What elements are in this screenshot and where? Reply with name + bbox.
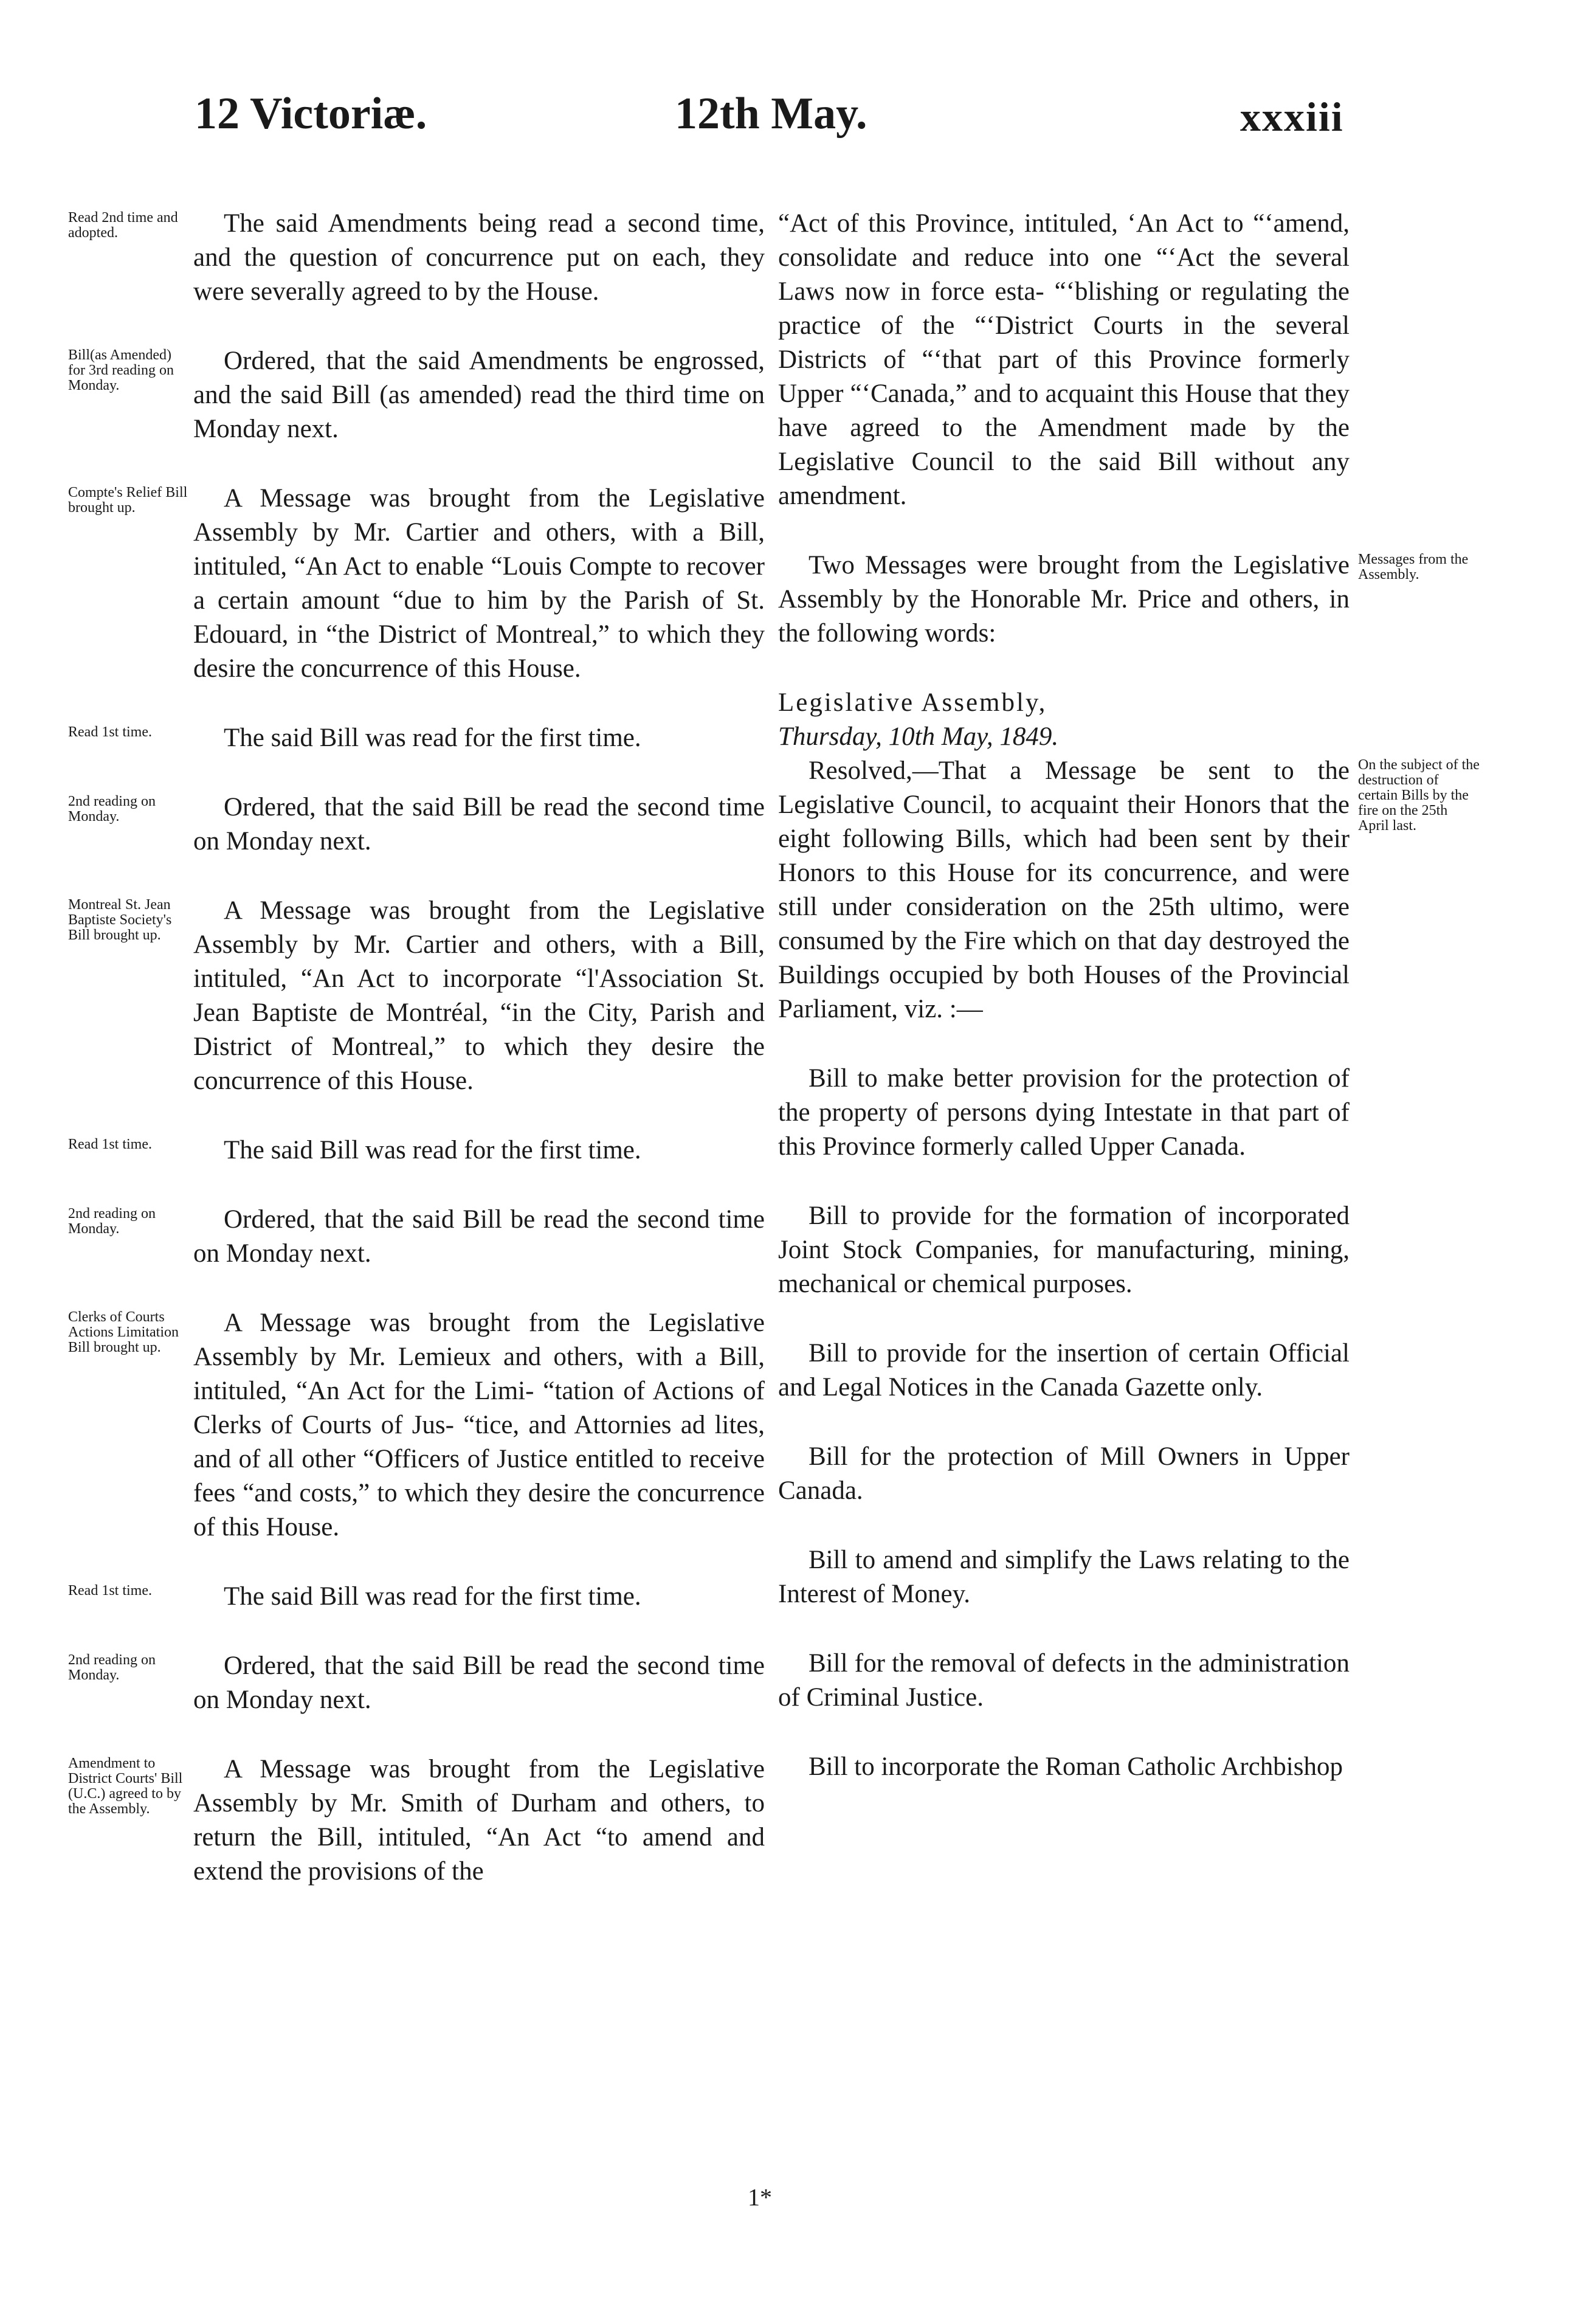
margin-note: Read 2nd time and adopted. bbox=[68, 210, 178, 241]
margin-note: On the subject of the destruction of certain Bills by the fire on the 25th April last. bbox=[1358, 757, 1480, 834]
running-head-left: 12 Victoriæ. bbox=[195, 89, 427, 139]
paragraph: Ordered, that the said Amendments be engrossed, and the said Bill (as amended) read the third time on Monday next. bbox=[193, 347, 765, 443]
margin-note: Read 1st time. bbox=[68, 1136, 152, 1152]
entry bbox=[68, 1133, 765, 1167]
bill-item bbox=[778, 1440, 1350, 1508]
margin-note: Clerks of Courts Actions Limitation Bill brought up. bbox=[68, 1309, 179, 1355]
entry bbox=[68, 1580, 765, 1614]
paragraph: Bill to amend and simplify the Laws relating to the Interest of Money. bbox=[778, 1546, 1350, 1608]
right-column bbox=[778, 207, 1480, 1819]
entry bbox=[778, 754, 1480, 1026]
bill-item bbox=[778, 1337, 1350, 1405]
left-column bbox=[68, 207, 765, 1924]
page-number: xxxiii bbox=[1240, 94, 1344, 140]
paragraph: A Message was brought from the Legislative Assembly by Mr. Cartier and others, with a Bill, intituled, “An Act to incorporate “l'Association St. Jean Baptiste de Montréal, “in the City, Parish and District of Montreal,” to which they desire the concurrence of this House. bbox=[193, 896, 765, 1095]
paragraph: A Message was brought from the Legislative Assembly by Mr. Smith of Durham and others, to return the Bill, intituled, “An Act “to amend and extend the provisions of the bbox=[193, 1755, 765, 1886]
margin-note: Messages from the Assembly. bbox=[1358, 552, 1469, 583]
paragraph: Bill to incorporate the Roman Catholic Archbishop bbox=[809, 1752, 1343, 1781]
margin-note: 2nd reading on Monday. bbox=[68, 1652, 156, 1683]
entry bbox=[68, 894, 765, 1098]
assembly-heading-block bbox=[778, 686, 1350, 754]
paragraph: Bill to provide for the insertion of certain Official and Legal Notices in the Canada Gazette only. bbox=[778, 1339, 1350, 1402]
paragraph: Ordered, that the said Bill be read the second time on Monday next. bbox=[193, 793, 765, 856]
entry bbox=[68, 721, 765, 755]
entry bbox=[68, 1306, 765, 1544]
entry bbox=[778, 548, 1469, 651]
margin-note: 2nd reading on Monday. bbox=[68, 794, 156, 825]
paragraph: The said Bill was read for the first time. bbox=[224, 1136, 641, 1164]
entry bbox=[68, 207, 765, 309]
paragraph: A Message was brought from the Legislative Assembly by Mr. Cartier and others, with a Bill, intituled, “An Act to enable “Louis Compte to recover a certain amount “due to him by the Parish of St. Edouard, in “the District of Montreal,” to which they desire the concurrence of this House. bbox=[193, 484, 765, 683]
bill-item bbox=[778, 1647, 1350, 1715]
margin-note: Compte's Relief Bill brought up. bbox=[68, 485, 188, 516]
margin-note: Amendment to District Courts' Bill (U.C.) agreed to by the Assembly. bbox=[68, 1755, 183, 1817]
paragraph: “Act of this Province, intituled, ‘An Act to “‘amend, consolidate and reduce into one “‘Act the several Laws now in force esta- “‘blishing or regulating the practice of the “‘District Courts in the several Districts of “‘that part of this Province formerly Upper “‘Canada,” and to acquaint this House that they have agreed to the Amendment made by the Legislative Council to the said Bill without any amendment. bbox=[778, 209, 1350, 510]
entry bbox=[68, 1752, 765, 1889]
margin-note: Read 1st time. bbox=[68, 724, 152, 740]
margin-note: Bill(as Amended) for 3rd reading on Monday. bbox=[68, 347, 174, 393]
paragraph: Bill for the protection of Mill Owners in Upper Canada. bbox=[778, 1442, 1350, 1505]
paragraph: Ordered, that the said Bill be read the second time on Monday next. bbox=[193, 1205, 765, 1268]
paragraph: The said Amendments being read a second time, and the question of concurrence put on each, they were severally agreed to by the House. bbox=[193, 209, 765, 306]
entry bbox=[68, 790, 765, 859]
bill-item bbox=[778, 1543, 1350, 1611]
paragraph: Bill for the removal of defects in the administration of Criminal Justice. bbox=[778, 1649, 1350, 1712]
paragraph: Two Messages were brought from the Legislative Assembly by the Honorable Mr. Price and others, in the following words: bbox=[778, 551, 1350, 648]
margin-note: Read 1st time. bbox=[68, 1583, 152, 1599]
paragraph: Resolved,—That a Message be sent to the Legislative Council, to acquaint their Honors that the eight following Bills, which had been sent by their Honors to this House for its concurrence, and were still under consideration on the 25th ultimo, were consumed by the Fire which on that day destroyed the Buildings occupied by both Houses of the Provincial Parliament, viz. :— bbox=[778, 756, 1350, 1023]
signature-mark: 1* bbox=[748, 2184, 772, 2211]
bill-item bbox=[778, 1750, 1350, 1784]
paragraph: Bill to provide for the formation of incorporated Joint Stock Companies, for manufacturing, mining, mechanical or chemical purposes. bbox=[778, 1202, 1350, 1298]
bill-item bbox=[778, 1199, 1350, 1301]
paragraph: The said Bill was read for the first time. bbox=[224, 1582, 641, 1611]
paragraph: Ordered, that the said Bill be read the second time on Monday next. bbox=[193, 1651, 765, 1714]
paragraph: The said Bill was read for the first time. bbox=[224, 724, 641, 752]
bill-item bbox=[778, 1062, 1350, 1164]
margin-note: 2nd reading on Monday. bbox=[68, 1206, 156, 1237]
entry bbox=[68, 1203, 765, 1271]
paragraph: A Message was brought from the Legislative Assembly by Mr. Lemieux and others, with a Bill, intituled, “An Act for the Limi- “tation of Actions of Clerks of Courts of Jus- “tice, and Attornies ad lites, and of all other “Officers of Justice entitled to receive fees “and costs,” to which they desire the concurrence of this House. bbox=[193, 1309, 765, 1541]
margin-note: Montreal St. Jean Baptiste Society's Bill brought up. bbox=[68, 897, 172, 943]
continuation-entry bbox=[778, 207, 1350, 513]
assembly-date: Thursday, 10th May, 1849. bbox=[778, 722, 1059, 751]
assembly-heading: Legislative Assembly, bbox=[778, 688, 1047, 717]
paragraph: Bill to make better provision for the protection of the property of persons dying Intestate in that part of this Province formerly called Upper Canada. bbox=[778, 1064, 1350, 1161]
entry bbox=[68, 344, 765, 446]
entry bbox=[68, 1649, 765, 1717]
running-head-date: 12th May. bbox=[675, 89, 867, 139]
entry bbox=[68, 482, 765, 686]
